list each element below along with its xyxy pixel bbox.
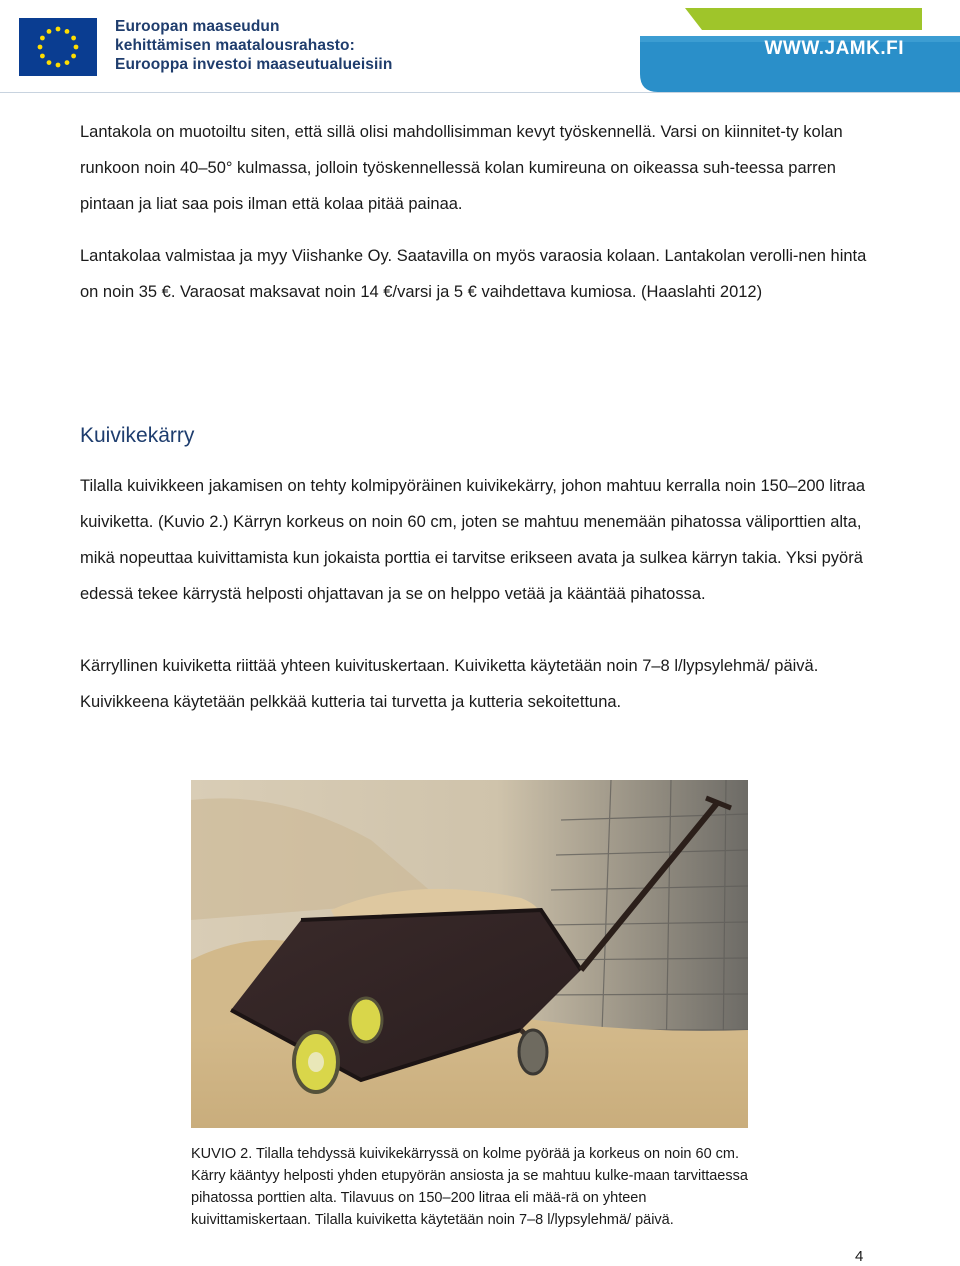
figure-caption: KUVIO 2. Tilalla tehdyssä kuivikekärryssä on kolme pyörää ja korkeus on noin 60 cm. Kärry kääntyy helposti yhden etupyörän ansiosta ja se mahtuu kulke-maan tarvittaessa pihatossa porttien alta. Tilavuus on 150–200 litraa eli mää-rä on yhteen kuivittamiskertaan. Tilalla kuiviketta käytetään noin 7–8 l/lypsylehmä/ päivä. [191,1146,748,1228]
figure-photo [191,780,748,1128]
fund-line-3: Eurooppa investoi maaseutualueisiin [115,56,393,73]
header-divider [0,92,960,93]
paragraph-kuivikekarry: Tilalla kuivikkeen jakamisen on tehty kolmipyöräinen kuivikekärry, johon mahtuu kerralla noin 150–200 litraa kuiviketta. (Kuvio 2.) Kärryn korkeus on noin 60 cm, joten se mahtuu menemään pihatossa väliporttien alta, mikä nopeuttaa kuivittamista kun jokaista porttia ei tarvitse erikseen avata ja sulkea kärryn takia. Yksi pyörä edessä tekee kärrystä helposti ohjattavan ja se on helppo vetää ja kääntää pihatossa. [80,477,866,603]
jamk-website: WWW.JAMK.FI [764,38,904,59]
fund-line-2: kehittämisen maatalousrahasto: [115,37,355,54]
paragraph-lantakola-price: Lantakolaa valmistaa ja myy Viishanke Oy. Saatavilla on myös varaosia kolaan. Lantakolan verolli-nen hinta on noin 35 €. Varaosat maksavat noin 14 €/varsi ja 5 € vaihdettava kumiosa. (Haaslahti 2012) [80,247,867,301]
bedding-cart-image [191,780,748,1128]
section-heading: Kuivikekärry [80,424,195,447]
paragraph-lantakola-shape: Lantakola on muotoiltu siten, että sillä olisi mahdollisimman kevyt työskennellä. Varsi on kiinnitet-ty kolan runkoon noin 40–50° kulmassa, jolloin työskennellessä kolan kumireuna on oikeassa suh-teessa parren pintaan ja liat saa pois ilman että kolaa pitää painaa. [80,123,843,213]
paragraph-kuivike-usage: Kärryllinen kuiviketta riittää yhteen kuivituskertaan. Kuiviketta käytetään noin 7–8 l/lypsylehmä/ päivä. Kuivikkeena käytetään pelkkää kutteria tai turvetta ja kutteria sekoitettuna. [80,657,819,711]
page-number: 4 [855,1248,864,1265]
eu-flag-icon [19,18,97,76]
page-header [0,0,960,92]
fund-line-1: Euroopan maaseudun [115,18,280,35]
fund-name [115,17,392,74]
